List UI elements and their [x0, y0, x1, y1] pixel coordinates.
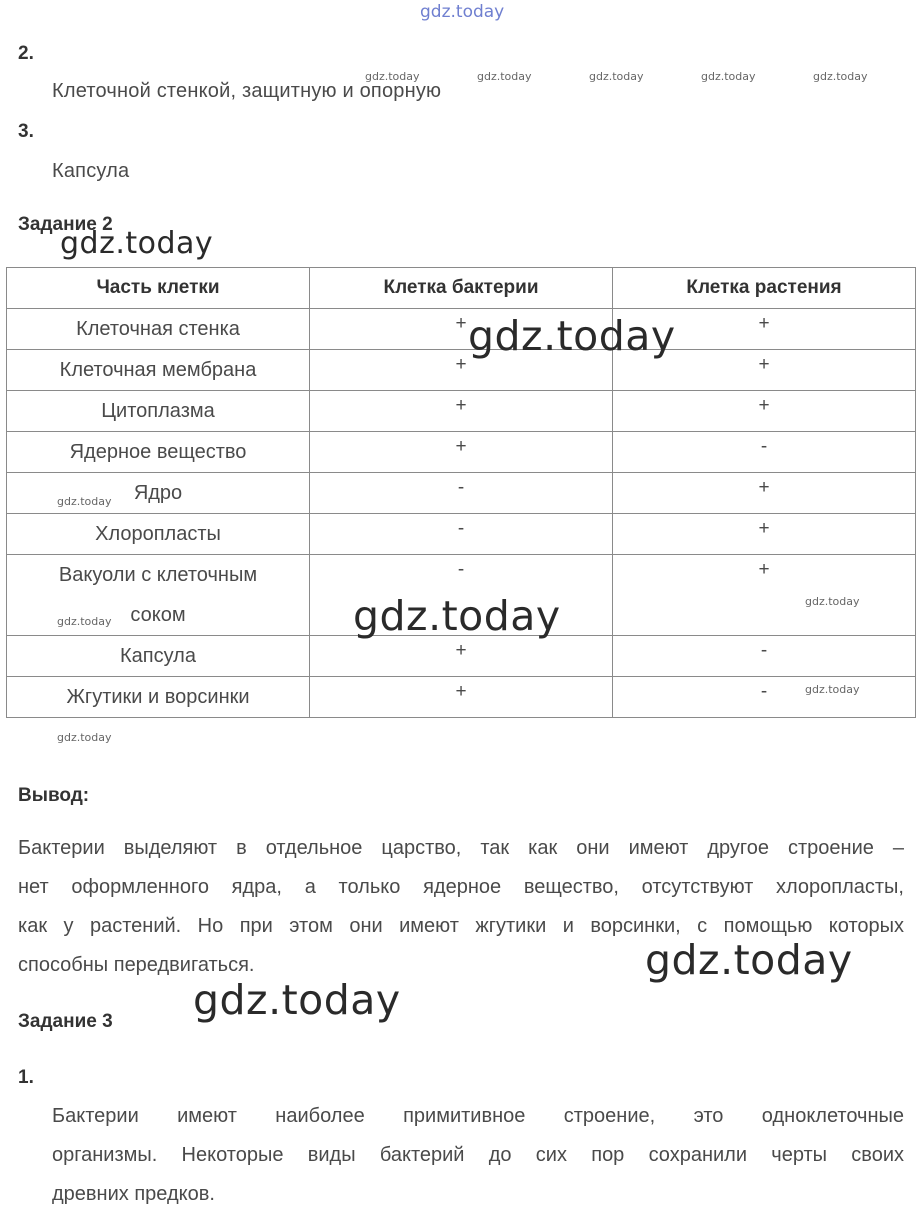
- table-row: [7, 432, 916, 473]
- cell-bacteria: +: [310, 350, 613, 391]
- conclusion-line: способны передвигаться.: [18, 954, 255, 976]
- cell-plant: +: [613, 391, 916, 432]
- cell-part: [7, 555, 310, 636]
- watermark-small: gdz.today: [813, 70, 868, 83]
- cell-bacteria: -: [310, 514, 613, 555]
- cell-bacteria: -: [310, 473, 613, 514]
- cell-part-line: Вакуоли с клеточным: [58, 564, 258, 586]
- cell-plant: +: [613, 350, 916, 391]
- answer-3: Капсула: [52, 160, 130, 182]
- table-row: [7, 309, 916, 350]
- cell-part: Цитоплазма: [7, 391, 310, 432]
- cell-plant: +: [613, 473, 916, 514]
- conclusion-line: Бактерии выделяют в отдельное царство, так как они имеют другое строение –: [18, 837, 904, 859]
- task3-line: Бактерии имеют наиболее примитивное строение, это одноклеточные: [52, 1105, 904, 1127]
- cell-plant: +: [613, 514, 916, 555]
- cell-plant: +: [613, 555, 916, 636]
- cell-part-line: соком: [130, 604, 186, 626]
- cell-plant: -: [613, 677, 916, 718]
- watermark-small: gdz.today: [477, 70, 532, 83]
- table-header-row: [7, 268, 916, 309]
- watermark-small: gdz.today: [57, 731, 112, 744]
- cell-bacteria: +: [310, 432, 613, 473]
- watermark-small: gdz.today: [805, 683, 860, 696]
- watermark-small: gdz.today: [589, 70, 644, 83]
- cell-bacteria: +: [310, 636, 613, 677]
- watermark-small: gdz.today: [57, 495, 112, 508]
- watermark-large: gdz.today: [193, 976, 401, 1024]
- cell-part: Клеточная стенка: [7, 309, 310, 350]
- cell-part: Жгутики и ворсинки: [7, 677, 310, 718]
- watermark-small: gdz.today: [57, 615, 112, 628]
- column-header-bacteria: Клетка бактерии: [310, 268, 613, 309]
- task2-title: Задание 2: [18, 214, 113, 235]
- cell-bacteria: +: [310, 677, 613, 718]
- item-number-3: 3.: [18, 121, 34, 142]
- cell-plant: -: [613, 432, 916, 473]
- cell-part: Капсула: [7, 636, 310, 677]
- cell-plant: +: [613, 309, 916, 350]
- item-number-2: 2.: [18, 43, 34, 64]
- task3-item-number: 1.: [18, 1067, 34, 1088]
- cell-bacteria: +: [310, 391, 613, 432]
- table-row: [7, 391, 916, 432]
- watermark-small: gdz.today: [365, 70, 420, 83]
- watermark-large: gdz.today: [468, 312, 676, 360]
- watermark-large: gdz.today: [353, 592, 561, 640]
- task3-paragraph: [52, 1097, 904, 1214]
- cell-part: Ядерное вещество: [7, 432, 310, 473]
- table-row: [7, 636, 916, 677]
- conclusion-line: как у растений. Но при этом они имеют жгутики и ворсинки, с помощью которых: [18, 915, 904, 937]
- column-header-plant: Клетка растения: [613, 268, 916, 309]
- column-header-part: Часть клетки: [7, 268, 310, 309]
- task3-line: организмы. Некоторые виды бактерий до сих пор сохранили черты своих: [52, 1144, 904, 1166]
- task3-line: древних предков.: [52, 1183, 215, 1205]
- watermark-small: gdz.today: [805, 595, 860, 608]
- table-row: [7, 514, 916, 555]
- watermark-large: gdz.today: [645, 936, 853, 984]
- table-row: [7, 473, 916, 514]
- cell-part: Хлоропласты: [7, 514, 310, 555]
- cell-plant: -: [613, 636, 916, 677]
- answer-2: Клеточной стенкой, защитную и опорную: [52, 80, 442, 102]
- cell-part: Клеточная мембрана: [7, 350, 310, 391]
- conclusion-title: Вывод:: [18, 785, 90, 806]
- watermark-large: gdz.today: [60, 226, 214, 261]
- table-row: [7, 350, 916, 391]
- watermark-top: gdz.today: [420, 2, 505, 22]
- cell-bacteria: +: [310, 309, 613, 350]
- cell-part: Ядро: [7, 473, 310, 514]
- cell-bacteria: -: [310, 555, 613, 636]
- task3-title: Задание 3: [18, 1011, 113, 1032]
- watermark-small: gdz.today: [701, 70, 756, 83]
- conclusion-line: нет оформленного ядра, а только ядерное вещество, отсутствуют хлоропласты,: [18, 876, 904, 898]
- cell-comparison-table: [6, 267, 916, 718]
- table-row: [7, 677, 916, 718]
